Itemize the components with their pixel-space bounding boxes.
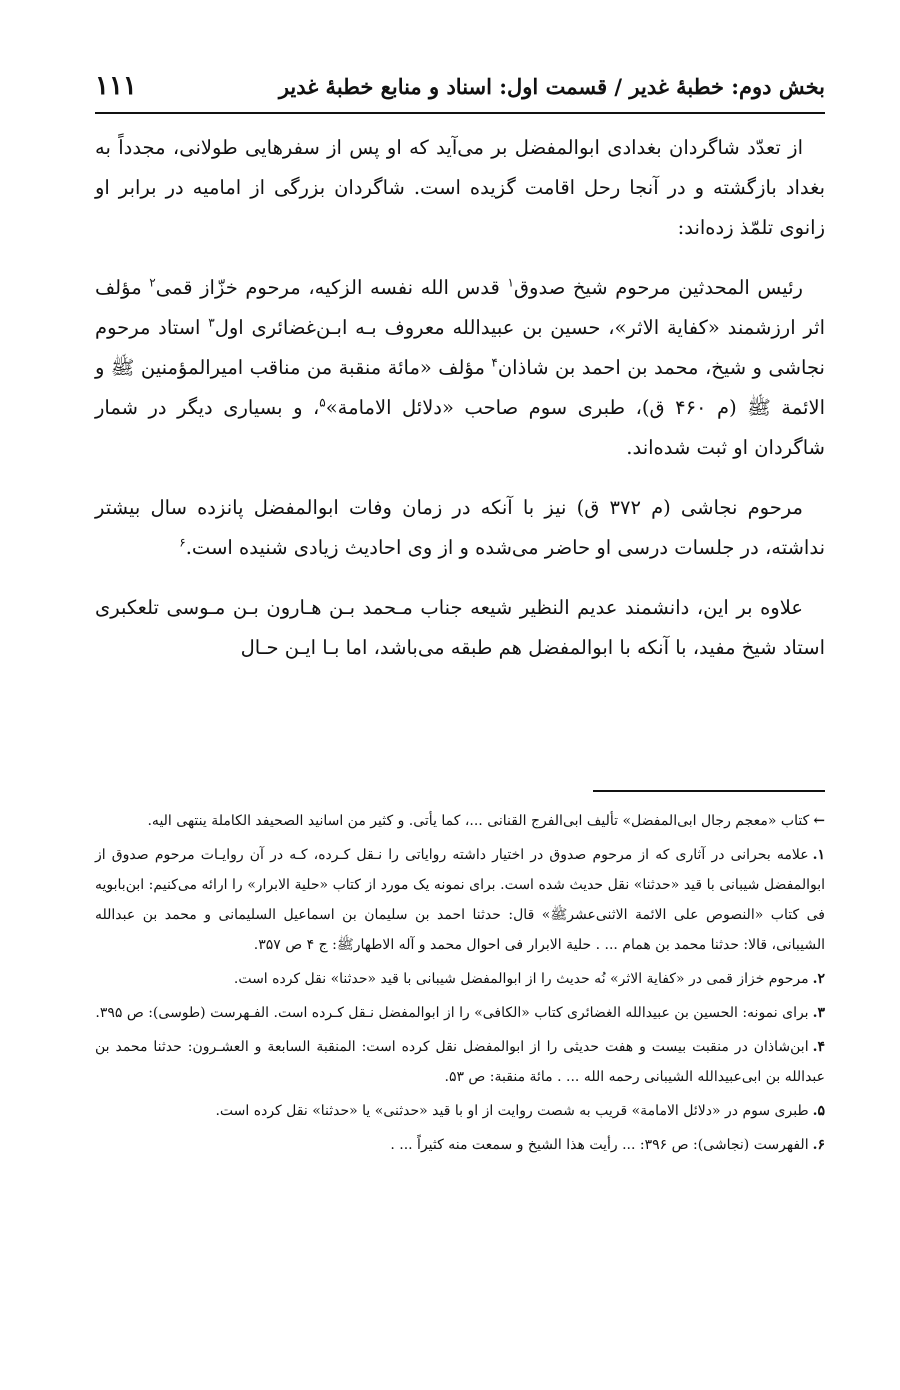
paragraph-text: مؤلف «مائة منقبة من مناقب امیرالمؤمنین ﷺ و الائمة ﷺ (م ۴۶۰ ق)، طبری سوم صاحب «دلائل الامامة» [95, 356, 825, 419]
footnote-number: ۵. [812, 1103, 825, 1119]
paragraph-4 [95, 588, 825, 668]
footnote-text: مرحوم خزاز قمی در «کفایة الاثر» نُه حدیث را از ابوالمفضل شیبانی با قید «حدثنا» نقل کرده است. [233, 971, 809, 987]
footnote-continued [95, 806, 825, 836]
footnote-text: علامه بحرانی در آثاری که از مرحوم صدوق در اختیار داشته روایاتی را نـقل کـرده، کـه در آن روایـات مرحوم صدوق از ابوالمفضل شیبانی با قید «حدثنا» نقل حدیث شده است. برای نمونه یک مورد از کتاب «حلیة الابرار» را ارائه می‌کنیم: ابن‌بابویه فی کتاب «النصوص علی الائمة الاثنی‌عشرﷺ» قال: حدثنا احمد بن سلیمان بن اسماعیل السلیمانی و محمد بن عبدالله الشیبانی، قالا: حدثنا محمد بن همام ... . حلیة الابرار فی احوال محمد و آله الاطهارﷺ: ج ۴ ص ۳۵۷. [95, 847, 825, 953]
footnote-number: ← [813, 813, 825, 829]
footnote-ref[interactable]: ۱ [507, 275, 514, 290]
footnote-text: طبری سوم در «دلائل الامامة» قریب به شصت روایت از او با قید «حدثنی» یا «حدثنا» نقل کرده است. [215, 1103, 809, 1119]
footnote-ref[interactable]: ۳ [208, 315, 215, 330]
footnote-ref[interactable]: ۶ [179, 535, 186, 550]
footnote-text: ابن‌شاذان در منقبت بیست و هفت حدیثی را از ابوالمفضل نقل کرده است: المنقبة السابعة و العشـرون: حدثنا محمد بن عبدالله بن ابی‌عبیدالله الشیبانی رحمه الله ... . مائة منقبة: ص ۵۳. [95, 1039, 825, 1085]
footnote-1 [95, 840, 825, 960]
footnote-2 [95, 964, 825, 994]
footnote-ref[interactable]: ۵ [319, 395, 326, 410]
paragraph-text: علاوه بر این، دانشمند عدیم النظیر شیعه جناب مـحمد بـن هـارون بـن مـوسی تلعکبری استاد شیخ مفید، با آنکه با ابوالمفضل هم طبقه می‌باشد، اما بـا ایـن حـال [95, 596, 825, 659]
paragraph-text: ، و بسیاری دیگر در شمار شاگردان او ثبت شده‌اند. [95, 396, 825, 459]
paragraph-3 [95, 488, 825, 568]
footnote-number: ۴. [812, 1039, 825, 1055]
paragraph-2 [95, 268, 825, 468]
main-text [95, 128, 825, 668]
page-header [95, 60, 825, 114]
footnote-ref[interactable]: ۴ [491, 355, 498, 370]
footnote-text: الفهرست (نجاشی): ص ۳۹۶: ... رأیت هذا الشیخ و سمعت منه کثیراً ... . [390, 1137, 809, 1153]
footnote-3 [95, 998, 825, 1028]
paragraph-text: استاد مرحوم نجاشی و شیخ، محمد بن احمد بن شاذان [95, 316, 825, 379]
running-title: بخش دوم: خطبهٔ غدیر / قسمت اول: اسناد و منابع خطبهٔ غدیر [278, 73, 825, 99]
paragraph-text: رئیس المحدثین مرحوم شیخ صدوق [513, 276, 803, 299]
paragraph-text: قدس الله نفسه الزکیه، مرحوم خزّاز قمی [155, 276, 508, 299]
footnote-4 [95, 1032, 825, 1092]
footnotes [95, 806, 825, 1164]
footnote-text: برای نمونه: الحسین بن عبیدالله الغضائری کتاب «الکافی» را از ابوالمفضل نـقل کـرده است. الفـهرست (طوسی): ص ۳۹۵. [95, 1005, 809, 1021]
page-number: ۱۱۱ [95, 71, 137, 101]
paragraph-text: مؤلف اثر ارزشمند «کفایة الاثر»، حسین بن عبیدالله معروف بـه ابـن‌غضائری اول [95, 276, 825, 339]
book-page [95, 60, 825, 1360]
footnote-6 [95, 1130, 825, 1160]
footnote-number: ۶. [812, 1137, 825, 1153]
paragraph-1 [95, 128, 825, 248]
footnote-ref[interactable]: ۲ [149, 275, 156, 290]
footnote-number: ۱. [812, 847, 825, 863]
footnote-5 [95, 1096, 825, 1126]
footnote-text: کتاب «معجم رجال ابی‌المفضل» تألیف ابی‌الفرج القنانی ...، کما یأتی. و کثیر من اسانید الصحیفد الکاملة ینتهی الیه. [147, 813, 810, 829]
footnote-divider [593, 790, 825, 792]
footnote-number: ۲. [812, 971, 825, 987]
paragraph-text: از تعدّد شاگردان بغدادی ابوالمفضل بر می‌آید که او پس از سفرهایی طولانی، مجدداً به بغداد بازگشته و در آنجا رحل اقامت گزیده است. شاگردان بزرگی از امامیه در برابر او زانوی تلمّذ زده‌اند: [95, 136, 825, 239]
footnote-number: ۳. [812, 1005, 825, 1021]
paragraph-text: مرحوم نجاشی (م ۳۷۲ ق) نیز با آنکه در زمان وفات ابوالمفضل پانزده سال بیشتر نداشته، در جلسات درسی او حاضر می‌شده و از وی احادیث زیادی شنیده است. [95, 496, 825, 559]
